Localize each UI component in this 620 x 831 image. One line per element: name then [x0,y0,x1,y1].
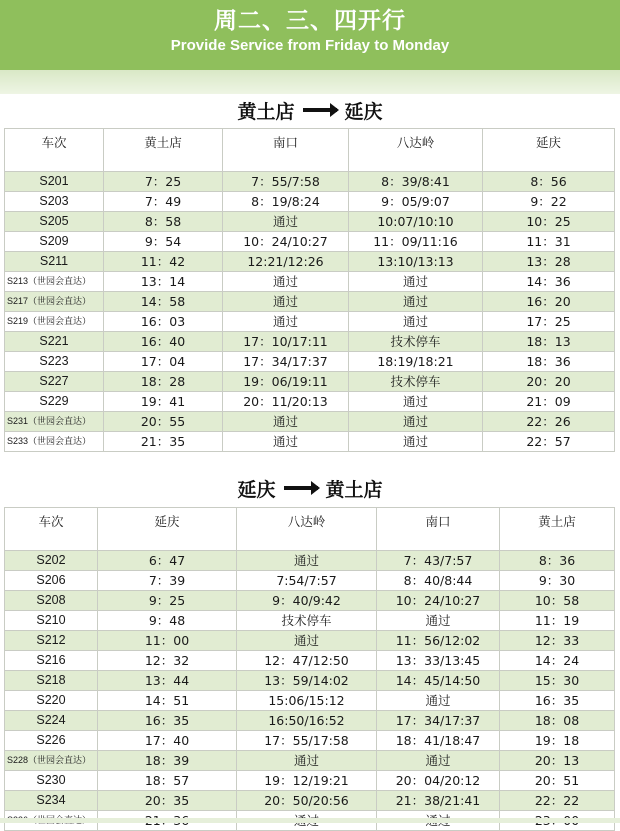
section-to: 黄土店 [325,478,383,501]
time-cell: 17：10/17:11 [223,332,349,352]
time-cell: 通过 [377,611,500,631]
table-header-row [5,129,615,172]
time-cell: 8：39/8:41 [349,172,483,192]
train-number-cell: S220 [5,691,98,711]
train-number-cell: S221 [5,332,104,352]
time-cell: 7：25 [104,172,223,192]
column-header: 八达岭 [349,129,483,172]
time-cell: 12：32 [98,651,237,671]
time-cell: 11：56/12:02 [377,631,500,651]
train-number-cell: S216 [5,651,98,671]
column-header: 南口 [377,508,500,551]
time-cell: 通过 [349,392,483,412]
time-cell: 11：00 [98,631,237,651]
time-cell: 通过 [349,412,483,432]
table-row [5,691,615,711]
train-number-cell: S226 [5,731,98,751]
section-from: 黄土店 [237,100,295,123]
time-cell: 8：40/8:44 [377,571,500,591]
time-cell: 技术停车 [349,372,483,392]
time-cell: 16：20 [483,292,615,312]
time-cell: 17：34/17:37 [223,352,349,372]
timetable-outbound [4,128,615,452]
time-cell: 17：40 [98,731,237,751]
section-title-inbound [0,474,620,502]
time-cell: 11：42 [104,252,223,272]
time-cell: 10：24/10:27 [377,591,500,611]
column-header: 八达岭 [237,508,377,551]
time-cell: 18：13 [483,332,615,352]
time-cell: 7：43/7:57 [377,551,500,571]
column-header: 黄土店 [500,508,615,551]
time-cell: 10:07/10:10 [349,212,483,232]
time-cell: 9：25 [98,591,237,611]
column-header: 黄土店 [104,129,223,172]
time-cell: 7:54/7:57 [237,571,377,591]
time-cell: 16：40 [104,332,223,352]
time-cell: 7：55/7:58 [223,172,349,192]
table-row [5,611,615,631]
header-title-en: Provide Service from Friday to Monday [170,37,450,54]
time-cell: 通过 [349,292,483,312]
time-cell: 13：14 [104,272,223,292]
time-cell: 9：40/9:42 [237,591,377,611]
train-number-cell: S229 [5,392,104,412]
time-cell: 13：28 [483,252,615,272]
table-row [5,272,615,292]
time-cell: 21：38/21:41 [377,791,500,811]
train-number-cell: S228（世园会直达） [5,751,98,771]
time-cell: 9：30 [500,571,615,591]
train-number-cell: S202 [5,551,98,571]
time-cell: 8：36 [500,551,615,571]
time-cell: 通过 [223,212,349,232]
train-number-cell: S210 [5,611,98,631]
time-cell: 8：58 [104,212,223,232]
train-number-cell: S219（世园会直达） [5,312,104,332]
time-cell: 20：50/20:56 [237,791,377,811]
table-row [5,212,615,232]
time-cell: 7：39 [98,571,237,591]
train-number-cell: S234 [5,791,98,811]
time-cell: 通过 [237,751,377,771]
train-number-cell: S224 [5,711,98,731]
column-header: 车次 [5,508,98,551]
table-row [5,252,615,272]
time-cell: 19：12/19:21 [237,771,377,791]
section-title-outbound [0,96,620,124]
table-row [5,671,615,691]
table-row [5,312,615,332]
table-row [5,731,615,751]
arrow-right-icon [303,108,337,112]
column-header: 延庆 [98,508,237,551]
time-cell: 8：56 [483,172,615,192]
header-banner [0,0,620,70]
time-cell: 20：11/20:13 [223,392,349,412]
time-cell: 18：36 [483,352,615,372]
time-cell: 通过 [349,432,483,452]
time-cell: 18：41/18:47 [377,731,500,751]
time-cell: 18：57 [98,771,237,791]
train-number-cell: S230 [5,771,98,791]
time-cell: 18：39 [98,751,237,771]
table-row [5,412,615,432]
column-header: 南口 [223,129,349,172]
time-cell: 7：49 [104,192,223,212]
time-cell: 11：31 [483,232,615,252]
time-cell: 通过 [237,631,377,651]
train-number-cell: S211 [5,252,104,272]
time-cell: 20：20 [483,372,615,392]
train-number-cell: S233（世园会直达） [5,432,104,452]
time-cell: 13：33/13:45 [377,651,500,671]
time-cell: 10：58 [500,591,615,611]
time-cell: 21：09 [483,392,615,412]
train-number-cell: S231（世园会直达） [5,412,104,432]
time-cell: 9：05/9:07 [349,192,483,212]
time-cell: 9：48 [98,611,237,631]
time-cell: 22：26 [483,412,615,432]
train-number-cell: S218 [5,671,98,691]
train-number-cell: S208 [5,591,98,611]
time-cell: 14：51 [98,691,237,711]
section-from: 延庆 [237,478,276,501]
time-cell: 通过 [377,691,500,711]
time-cell: 20：51 [500,771,615,791]
time-cell: 通过 [223,292,349,312]
table-row [5,571,615,591]
time-cell: 14：24 [500,651,615,671]
time-cell: 通过 [237,551,377,571]
column-header: 车次 [5,129,104,172]
table-row [5,651,615,671]
time-cell: 17：34/17:37 [377,711,500,731]
table-row [5,172,615,192]
time-cell: 20：13 [500,751,615,771]
time-cell: 通过 [377,751,500,771]
train-number-cell: S209 [5,232,104,252]
time-cell: 22：57 [483,432,615,452]
time-cell: 16：03 [104,312,223,332]
time-cell: 17：25 [483,312,615,332]
timetable-inbound [4,507,615,831]
train-number-cell: S206 [5,571,98,591]
time-cell: 通过 [223,312,349,332]
time-cell: 14：36 [483,272,615,292]
time-cell: 19：41 [104,392,223,412]
table-row [5,711,615,731]
time-cell: 通过 [223,272,349,292]
time-cell: 11：19 [500,611,615,631]
arrow-right-icon [284,486,318,490]
bottom-stripe [0,818,620,823]
train-number-cell: S227 [5,372,104,392]
time-cell: 技术停车 [349,332,483,352]
time-cell: 18：28 [104,372,223,392]
table-row [5,332,615,352]
header-title-cn: 周二、三、四开行 [214,8,406,34]
time-cell: 13:10/13:13 [349,252,483,272]
table-header-row [5,508,615,551]
table-row [5,352,615,372]
time-cell: 19：06/19:11 [223,372,349,392]
time-cell: 6：47 [98,551,237,571]
time-cell: 20：35 [98,791,237,811]
time-cell: 16：35 [500,691,615,711]
train-number-cell: S203 [5,192,104,212]
time-cell: 15:06/15:12 [237,691,377,711]
time-cell: 13：59/14:02 [237,671,377,691]
time-cell: 16：35 [98,711,237,731]
table-row [5,751,615,771]
table-row [5,791,615,811]
table-row [5,292,615,312]
time-cell: 技术停车 [237,611,377,631]
time-cell: 18:19/18:21 [349,352,483,372]
train-number-cell: S223 [5,352,104,372]
time-cell: 14：45/14:50 [377,671,500,691]
table-row [5,392,615,412]
time-cell: 12：47/12:50 [237,651,377,671]
time-cell: 8：19/8:24 [223,192,349,212]
time-cell: 12:21/12:26 [223,252,349,272]
time-cell: 9：54 [104,232,223,252]
time-cell: 22：22 [500,791,615,811]
table-row [5,372,615,392]
table-row [5,771,615,791]
time-cell: 14：58 [104,292,223,312]
column-header: 延庆 [483,129,615,172]
table-row [5,631,615,651]
table-row [5,551,615,571]
time-cell: 19：18 [500,731,615,751]
time-cell: 通过 [349,272,483,292]
table-row [5,192,615,212]
time-cell: 20：04/20:12 [377,771,500,791]
train-number-cell: S217（世园会直达） [5,292,104,312]
time-cell: 10：25 [483,212,615,232]
train-number-cell: S205 [5,212,104,232]
time-cell: 通过 [223,412,349,432]
time-cell: 11：09/11:16 [349,232,483,252]
time-cell: 15：30 [500,671,615,691]
time-cell: 9：22 [483,192,615,212]
time-cell: 通过 [223,432,349,452]
time-cell: 12：33 [500,631,615,651]
table-row [5,432,615,452]
time-cell: 13：44 [98,671,237,691]
table-row [5,591,615,611]
header-stripe [0,70,620,94]
table-row [5,232,615,252]
time-cell: 10：24/10:27 [223,232,349,252]
time-cell: 20：55 [104,412,223,432]
train-number-cell: S212 [5,631,98,651]
time-cell: 16:50/16:52 [237,711,377,731]
time-cell: 17：55/17:58 [237,731,377,751]
section-to: 延庆 [344,100,383,123]
time-cell: 通过 [349,312,483,332]
train-number-cell: S201 [5,172,104,192]
time-cell: 18：08 [500,711,615,731]
time-cell: 17：04 [104,352,223,372]
time-cell: 21：35 [104,432,223,452]
train-number-cell: S213（世园会直达） [5,272,104,292]
